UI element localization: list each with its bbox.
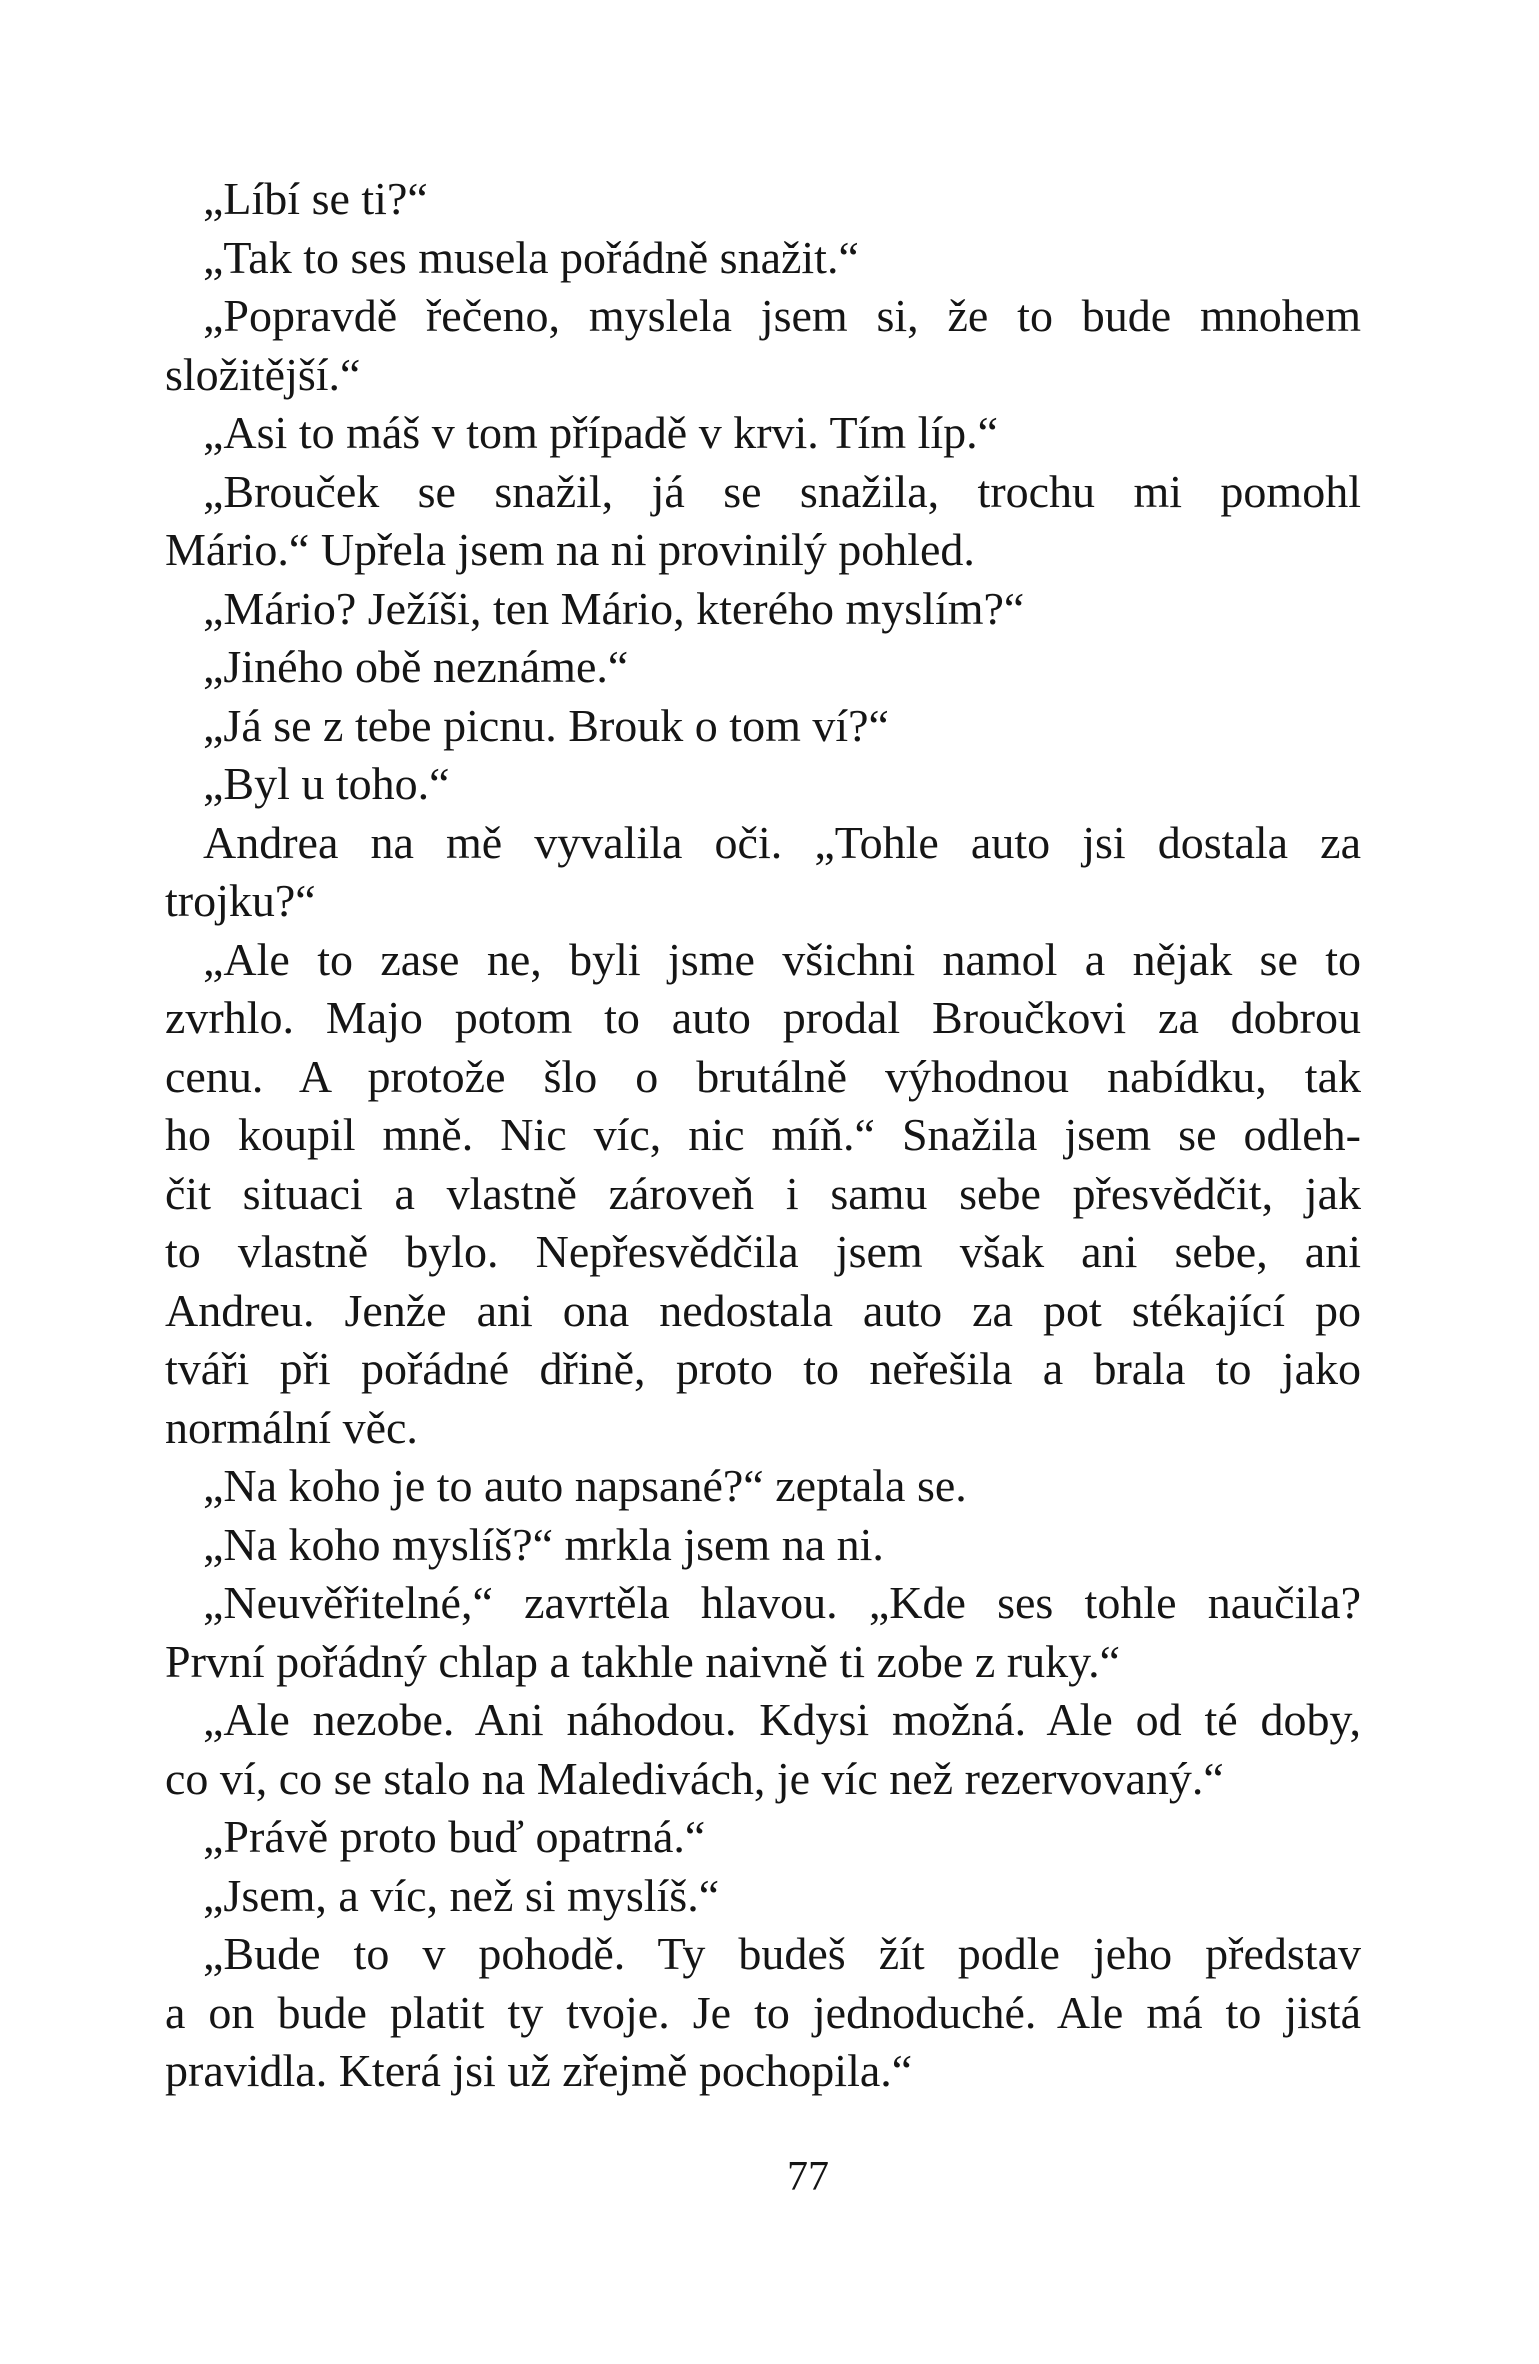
- text-line: „Právě proto buď opatrná.“: [203, 1811, 706, 1862]
- text-line: „Jiného obě neznáme.“: [203, 641, 629, 692]
- text-line: První pořádný chlap a takhle naivně ti zobe z ruky.“: [165, 1635, 1121, 1687]
- text-line: ho koupil mně. Nic víc, nic míň.“ Snažila jsem se odleh-: [165, 1109, 1361, 1160]
- text-line: „Tak to ses musela pořádně snažit.“: [203, 231, 859, 283]
- text-line: Andreu. Jenže ani ona nedostala auto za pot stékající po: [165, 1284, 1361, 1336]
- text-line: „Ale nezobe. Ani náhodou. Kdysi možná. Ale od té doby,: [203, 1694, 1361, 1745]
- text-line: to vlastně bylo. Nepřesvědčila jsem však ani sebe, ani: [165, 1226, 1361, 1277]
- text-line: normální věc.: [165, 1401, 418, 1453]
- text-line: co ví, co se stalo na Maledivách, je víc než rezervovaný.“: [165, 1752, 1224, 1804]
- text-line: „Byl u toho.“: [203, 758, 450, 809]
- text-line: pravidla. Která jsi už zřejmě pochopila.“: [165, 2045, 913, 2096]
- text-line: a on bude platit ty tvoje. Je to jednoduché. Ale má to jistá: [165, 1986, 1361, 2038]
- page-text: [165, 170, 1361, 2101]
- text-line: „Brouček se snažil, já se snažila, trochu mi pomohl: [203, 465, 1361, 517]
- text-line: „Asi to máš v tom případě v krvi. Tím líp.“: [203, 407, 999, 458]
- text-line: „Neuvěřitelné,“ zavrtěla hlavou. „Kde ses tohle naučila?: [203, 1577, 1361, 1628]
- text-line: cenu. A protože šlo o brutálně výhodnou nabídku, tak: [165, 1050, 1361, 1102]
- text-line: Mário.“ Upřela jsem na ni provinilý pohled.: [165, 524, 975, 575]
- text-line: „Líbí se ti?“: [203, 173, 428, 224]
- text-line: „Jsem, a víc, než si myslíš.“: [203, 1869, 720, 1921]
- text-line: „Na koho je to auto napsané?“ zeptala se.: [203, 1460, 967, 1511]
- text-line: „Bude to v pohodě. Ty budeš žít podle jeho představ: [203, 1928, 1361, 1979]
- text-line: čit situaci a vlastně zároveň i samu sebe přesvědčit, jak: [165, 1167, 1361, 1219]
- text-line: složitější.“: [165, 348, 361, 400]
- text-line: zvrhlo. Majo potom to auto prodal Broučkovi za dobrou: [165, 992, 1361, 1043]
- text-line: tváři při pořádné dřině, proto to neřešila a brala to jako: [165, 1343, 1361, 1394]
- text-line: trojku?“: [165, 875, 316, 926]
- text-line: „Já se z tebe picnu. Brouk o tom ví?“: [203, 699, 889, 751]
- text-line: „Na koho myslíš?“ mrkla jsem na ni.: [203, 1518, 884, 1570]
- text-line: Andrea na mě vyvalila oči. „Tohle auto jsi dostala za: [203, 816, 1361, 868]
- text-line: „Popravdě řečeno, myslela jsem si, že to bude mnohem: [203, 290, 1361, 341]
- page-number: 77: [787, 2154, 829, 2200]
- text-line: „Mário? Ježíši, ten Mário, kterého myslím?“: [203, 582, 1025, 634]
- text-line: „Ale to zase ne, byli jsme všichni namol a nějak se to: [203, 933, 1361, 985]
